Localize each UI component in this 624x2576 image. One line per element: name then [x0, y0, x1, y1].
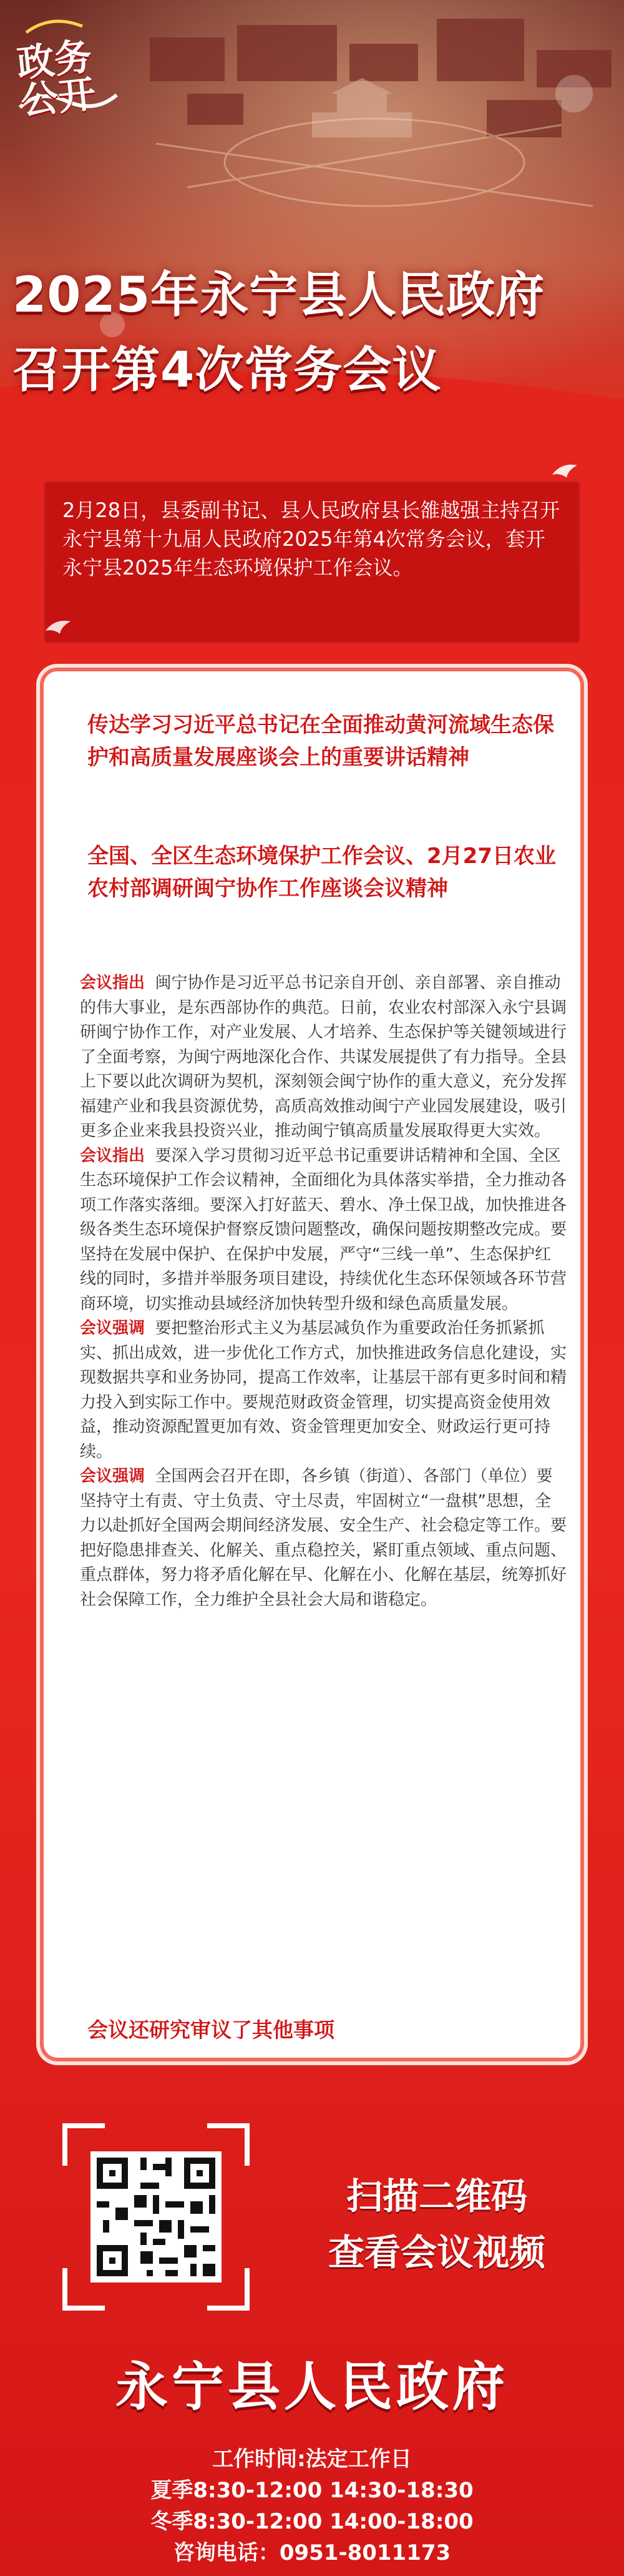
paragraph-text: 要深入学习贯彻习近平总书记重要讲话精神和全国、全区生态环境保护工作会议精神，全面细化为具体落实举措，全力推动各项工作落实落细。要深入打好蓝天、碧水、净土保卫战，加快推进各级各类生态环境保护督察反馈问题整改，确保问题按期整改完成。要坚持在发展中保护、在保护中发展，严守“三线一单”、生态保护红线的同时，多措并举服务项目建设，持续优化生态环保领域各环节营商环境，切实推动县域经济加快转型升级和绿色高质量发展。 [80, 1146, 567, 1313]
qr-code-frame[interactable] [62, 2123, 250, 2311]
paragraph-tag: 会议强调 [80, 1319, 145, 1338]
contact-phone[interactable]: 咨询电话：0951-8011173 [173, 2540, 451, 2565]
topic-2: 全国、全区生态环境保护工作会议、2月27日农业农村部调研闽宁协作工作座谈会议精神 [87, 844, 556, 901]
scan-prompt-line1: 扫描二维码 [346, 2175, 527, 2218]
paragraph-tag: 会议指出 [80, 974, 145, 992]
dove-icon [549, 459, 580, 484]
paragraph-text: 闽宁协作是习近平总书记亲自开创、亲自部署、亲自推动的伟大事业，是东西部协作的典范。日前，农业农村部深入永宁县调研闽宁协作工作，对产业发展、人才培养、生态保护等关键领域进行了全面考察，为闽宁两地深化合作、共谋发展提供了有力指导。全县上下要以此次调研为契机，深刻领会闽宁协作的重大意义，充分发挥福建产业和我县资源优势，高质高效推动闽宁产业园发展建设，吸引更多企业来我县投资兴业，推动闽宁镇高质量发展取得更大实效。 [80, 974, 567, 1140]
paragraph-text: 全国两会召开在即，各乡镇（街道）、各部门（单位）要坚持守土有责、守土负责、守土尽责，牢固树立“一盘棋”思想，全力以赴抓好全国两会期间经济发展、安全生产、社会稳定等工作。要把好隐患排查关、化解关、重点稳控关，紧盯重点领域、重点问题、重点群体，努力将矛盾化解在早、化解在小、化解在基层，统筹抓好社会保障工作，全力维护全县社会大局和谐稳定。 [80, 1467, 567, 1609]
paragraph-2 [80, 1144, 567, 1317]
work-hours-title: 工作时间:法定工作日 [212, 2447, 412, 2472]
paragraph-tag: 会议指出 [80, 1146, 145, 1165]
page-title-line2: 召开第4次常务会议 [12, 342, 442, 398]
topic-1: 传达学习习近平总书记在全面推动黄河流域生态保护和高质量发展座谈会上的重要讲话精神 [87, 713, 554, 770]
badge-text: 政务公开 [14, 34, 98, 124]
gov-affairs-badge [14, 14, 120, 124]
closing-note: 会议还研究审议了其他事项 [87, 2018, 334, 2042]
summary-text: 2月28日，县委副书记、县人民政府县长雒越强主持召开永宁县第十九届人民政府2025年第4次常务会议，套开永宁县2025年生态环境保护工作会议。 [62, 498, 560, 580]
scan-prompt-line2: 查看会议视频 [328, 2231, 545, 2274]
meeting-summary [44, 481, 580, 643]
paragraph-4 [80, 1464, 567, 1612]
organization-name: 永宁县人民政府 [115, 2356, 509, 2417]
winter-hours: 冬季8:30-12:00 14:00-18:00 [150, 2509, 474, 2534]
paragraph-3 [80, 1316, 567, 1464]
summer-hours: 夏季8:30-12:00 14:30-18:30 [150, 2478, 474, 2503]
dove-icon [42, 615, 74, 640]
meeting-content-card [44, 671, 580, 2058]
page-title-line1: 2025年永宁县人民政府 [12, 267, 545, 323]
paragraph-tag: 会议强调 [80, 1467, 145, 1486]
qr-code-icon[interactable] [90, 2151, 222, 2282]
paragraph-text: 要把整治形式主义为基层减负作为重要政治任务抓紧抓实、抓出成效，进一步优化工作方式，加快推进政务信息化建设，实现数据共享和业务协同，提高工作效率，让基层干部有更多时间和精力投入到实际工作中。要规范财政资金管理，切实提高资金使用效益，推动资源配置更加有效、资金管理更加安全、财政运行更可持续。 [80, 1319, 567, 1461]
hero-banner [0, 0, 624, 475]
meeting-body [80, 971, 567, 1612]
paragraph-1 [80, 971, 567, 1144]
